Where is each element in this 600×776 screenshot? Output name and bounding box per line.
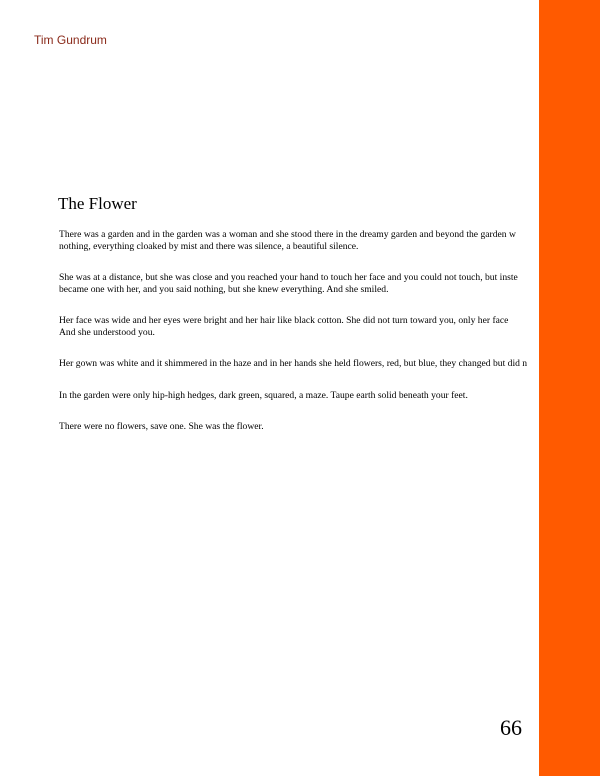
author-name: Tim Gundrum [34, 33, 107, 47]
side-color-bar [539, 0, 600, 776]
paragraph [59, 315, 539, 338]
paragraph [59, 272, 539, 295]
story-body [59, 229, 539, 453]
paragraph [59, 358, 539, 370]
paragraph-line: Her gown was white and it shimmered in the haze and in her hands she held flowers, red, but blue, they changed but did n [59, 358, 528, 369]
paragraph-line: She was at a distance, but she was close and you reached your hand to touch her face and you could not touch, but inste [59, 272, 518, 283]
paragraph-line: became one with her, and you said nothing, but she knew everything. And she smiled. [59, 283, 389, 295]
paragraph-line: In the garden were only hip-high hedges, dark green, squared, a maze. Taupe earth solid beneath your feet. [59, 389, 468, 401]
paragraph [59, 229, 539, 252]
paragraph-line: And she understood you. [59, 326, 155, 338]
page-number: 66 [500, 715, 522, 740]
paragraph-line: nothing, everything cloaked by mist and there was silence, a beautiful silence. [59, 240, 359, 252]
paragraph-line: There were no flowers, save one. She was the flower. [59, 421, 264, 432]
paragraph-line: There was a garden and in the garden was a woman and she stood there in the dreamy garden and beyond the garden w [59, 229, 516, 240]
paragraph [59, 421, 539, 433]
story-title: The Flower [58, 194, 137, 213]
paragraph-line: Her face was wide and her eyes were bright and her hair like black cotton. She did not turn toward you, only her face [59, 315, 509, 326]
paragraph [59, 390, 539, 402]
